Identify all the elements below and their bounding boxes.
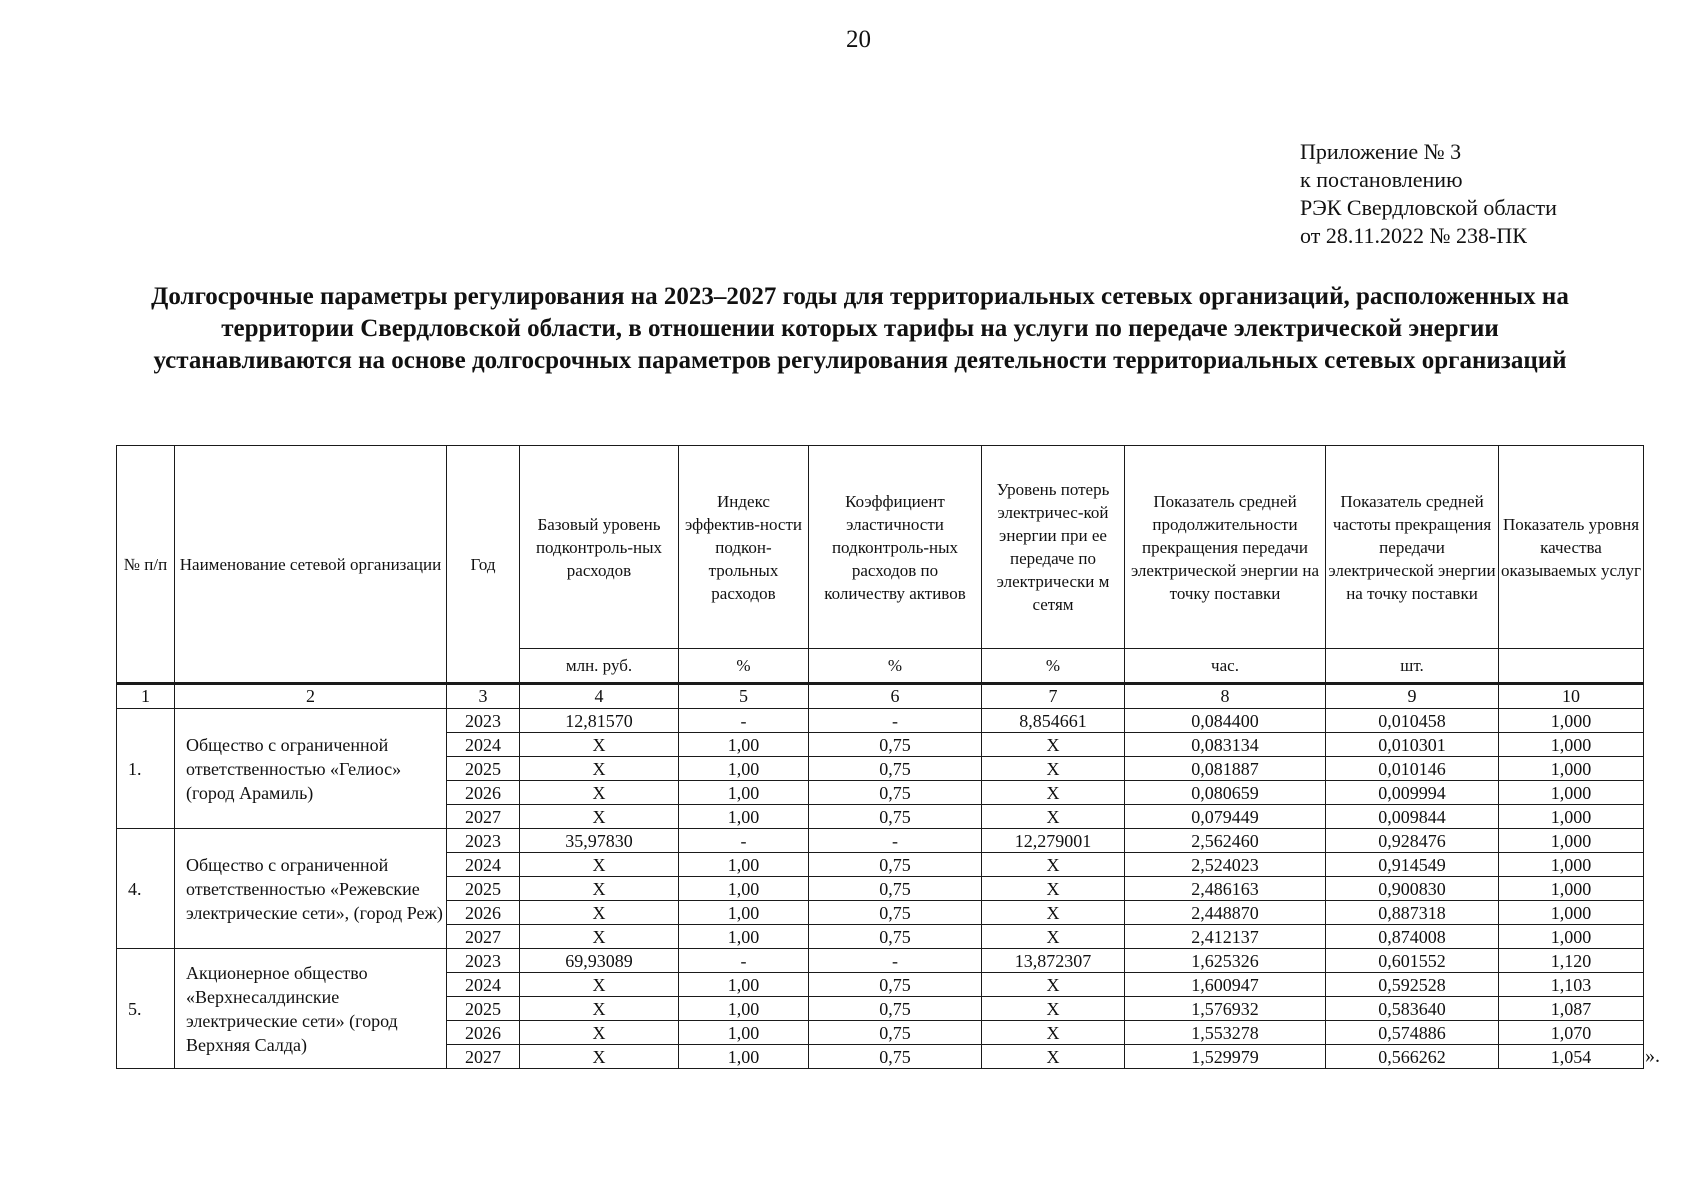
cell-loss: Х <box>982 781 1125 805</box>
cell-coef: 0,75 <box>809 1045 982 1069</box>
cell-quality: 1,120 <box>1499 949 1644 973</box>
cell-loss: Х <box>982 1021 1125 1045</box>
cell-loss: Х <box>982 997 1125 1021</box>
unit-coef: % <box>809 649 982 684</box>
cell-frequency: 0,874008 <box>1326 925 1499 949</box>
cell-frequency: 0,914549 <box>1326 853 1499 877</box>
cell-duration: 2,486163 <box>1125 877 1326 901</box>
cell-loss: Х <box>982 757 1125 781</box>
cell-quality: 1,000 <box>1499 925 1644 949</box>
cell-quality: 1,000 <box>1499 733 1644 757</box>
cell-index: 1,00 <box>679 973 809 997</box>
header-base: Базовый уровень подконтроль-ных расходов <box>520 446 679 649</box>
cell-frequency: 0,009994 <box>1326 781 1499 805</box>
unit-index: % <box>679 649 809 684</box>
cell-frequency: 0,583640 <box>1326 997 1499 1021</box>
org-number: 1. <box>117 709 175 829</box>
cell-duration: 0,084400 <box>1125 709 1326 733</box>
cell-base: Х <box>520 757 679 781</box>
cell-quality: 1,000 <box>1499 805 1644 829</box>
header-org: Наименование сетевой организации <box>175 446 447 684</box>
org-name: Общество с ограниченной ответственностью «Гелиос» (город Арамиль) <box>175 709 447 829</box>
appendix-line: Приложение № 3 <box>1300 139 1462 164</box>
cell-duration: 2,562460 <box>1125 829 1326 853</box>
cell-frequency: 0,009844 <box>1326 805 1499 829</box>
cell-quality: 1,070 <box>1499 1021 1644 1045</box>
cell-quality: 1,087 <box>1499 997 1644 1021</box>
cell-year: 2026 <box>447 901 520 925</box>
cell-coef: 0,75 <box>809 733 982 757</box>
cell-year: 2023 <box>447 709 520 733</box>
document-title: Долгосрочные параметры регулирования на 2023–2027 годы для территориальных сетевых организаций, расположенных на территории Свердловской области, в отношении которых тарифы на услуги по передаче электрической энергии устанавливаются на основе долгосрочных параметров регулирования деятельности территориальных сетевых организаций <box>151 283 1569 374</box>
cell-year: 2023 <box>447 829 520 853</box>
unit-base: млн. руб. <box>520 649 679 684</box>
cell-loss: Х <box>982 925 1125 949</box>
cell-year: 2027 <box>447 1045 520 1069</box>
cell-base: Х <box>520 925 679 949</box>
unit-quality <box>1499 649 1644 684</box>
cell-base: Х <box>520 997 679 1021</box>
cell-base: Х <box>520 853 679 877</box>
cell-index: 1,00 <box>679 901 809 925</box>
column-number-cell: 7 <box>982 684 1125 709</box>
cell-base: Х <box>520 1045 679 1069</box>
cell-duration: 1,576932 <box>1125 997 1326 1021</box>
header-loss: Уровень потерь электричес-кой энергии при ее передаче по электрически м сетям <box>982 446 1125 649</box>
cell-duration: 0,083134 <box>1125 733 1326 757</box>
cell-frequency: 0,566262 <box>1326 1045 1499 1069</box>
unit-frequency: шт. <box>1326 649 1499 684</box>
cell-duration: 0,081887 <box>1125 757 1326 781</box>
cell-coef: - <box>809 829 982 853</box>
cell-frequency: 0,010301 <box>1326 733 1499 757</box>
cell-duration: 2,412137 <box>1125 925 1326 949</box>
cell-coef: 0,75 <box>809 997 982 1021</box>
column-number-cell: 10 <box>1499 684 1644 709</box>
closing-quote: ». <box>1645 1045 1660 1067</box>
cell-year: 2025 <box>447 997 520 1021</box>
cell-base: Х <box>520 1021 679 1045</box>
cell-base: Х <box>520 877 679 901</box>
unit-loss: % <box>982 649 1125 684</box>
header-year: Год <box>447 446 520 684</box>
unit-duration: час. <box>1125 649 1326 684</box>
cell-coef: 0,75 <box>809 805 982 829</box>
header-coef: Коэффициент эластичности подконтроль-ных расходов по количеству активов <box>809 446 982 649</box>
column-numbers-row <box>117 684 1644 709</box>
cell-quality: 1,000 <box>1499 709 1644 733</box>
page-number: 20 <box>846 26 871 53</box>
cell-index: 1,00 <box>679 733 809 757</box>
cell-quality: 1,000 <box>1499 829 1644 853</box>
org-name: Общество с ограниченной ответственностью «Режевские электрические сети», (город Реж) <box>175 829 447 949</box>
cell-coef: 0,75 <box>809 781 982 805</box>
org-name: Акционерное общество «Верхнесалдинские электрические сети» (город Верхняя Салда) <box>175 949 447 1069</box>
cell-coef: - <box>809 709 982 733</box>
cell-base: 12,81570 <box>520 709 679 733</box>
column-number-cell: 4 <box>520 684 679 709</box>
cell-duration: 1,600947 <box>1125 973 1326 997</box>
cell-loss: Х <box>982 805 1125 829</box>
cell-year: 2025 <box>447 877 520 901</box>
cell-frequency: 0,887318 <box>1326 901 1499 925</box>
cell-frequency: 0,010146 <box>1326 757 1499 781</box>
cell-year: 2026 <box>447 1021 520 1045</box>
cell-year: 2025 <box>447 757 520 781</box>
cell-loss: Х <box>982 973 1125 997</box>
table-row <box>117 709 1644 733</box>
table-body <box>117 684 1644 1069</box>
cell-duration: 2,524023 <box>1125 853 1326 877</box>
appendix-line: от 28.11.2022 № 238-ПК <box>1300 223 1527 248</box>
column-number-cell: 9 <box>1326 684 1499 709</box>
cell-duration: 0,080659 <box>1125 781 1326 805</box>
org-number: 4. <box>117 829 175 949</box>
column-number-cell: 5 <box>679 684 809 709</box>
cell-quality: 1,000 <box>1499 901 1644 925</box>
cell-coef: 0,75 <box>809 877 982 901</box>
column-number-cell: 6 <box>809 684 982 709</box>
cell-year: 2024 <box>447 853 520 877</box>
header-num: № п/п <box>117 446 175 684</box>
cell-loss: Х <box>982 877 1125 901</box>
parameters-table <box>116 445 1644 1069</box>
cell-loss: 12,279001 <box>982 829 1125 853</box>
cell-coef: 0,75 <box>809 853 982 877</box>
cell-quality: 1,000 <box>1499 757 1644 781</box>
cell-loss: Х <box>982 853 1125 877</box>
cell-quality: 1,103 <box>1499 973 1644 997</box>
cell-loss: Х <box>982 901 1125 925</box>
cell-index: 1,00 <box>679 853 809 877</box>
appendix-line: к постановлению <box>1300 167 1463 192</box>
header-index: Индекс эффектив-ности подкон-трольных расходов <box>679 446 809 649</box>
cell-base: 69,93089 <box>520 949 679 973</box>
cell-year: 2024 <box>447 733 520 757</box>
cell-duration: 1,529979 <box>1125 1045 1326 1069</box>
cell-coef: 0,75 <box>809 757 982 781</box>
cell-duration: 1,625326 <box>1125 949 1326 973</box>
cell-index: 1,00 <box>679 925 809 949</box>
cell-frequency: 0,592528 <box>1326 973 1499 997</box>
header-duration: Показатель средней продолжительности прекращения передачи электрической энергии на точку поставки <box>1125 446 1326 649</box>
cell-index: - <box>679 829 809 853</box>
cell-loss: Х <box>982 733 1125 757</box>
cell-duration: 1,553278 <box>1125 1021 1326 1045</box>
cell-index: 1,00 <box>679 997 809 1021</box>
cell-coef: 0,75 <box>809 901 982 925</box>
cell-frequency: 0,010458 <box>1326 709 1499 733</box>
cell-index: - <box>679 949 809 973</box>
cell-base: Х <box>520 781 679 805</box>
table-row <box>117 829 1644 853</box>
header-frequency: Показатель средней частоты прекращения передачи электрической энергии на точку поставки <box>1326 446 1499 649</box>
cell-frequency: 0,900830 <box>1326 877 1499 901</box>
cell-year: 2027 <box>447 805 520 829</box>
cell-year: 2026 <box>447 781 520 805</box>
cell-base: Х <box>520 805 679 829</box>
column-number-cell: 8 <box>1125 684 1326 709</box>
table-header-row <box>117 446 1644 649</box>
org-number: 5. <box>117 949 175 1069</box>
cell-index: 1,00 <box>679 781 809 805</box>
cell-coef: - <box>809 949 982 973</box>
column-number-cell: 1 <box>117 684 175 709</box>
cell-index: 1,00 <box>679 1021 809 1045</box>
cell-year: 2027 <box>447 925 520 949</box>
cell-index: - <box>679 709 809 733</box>
cell-year: 2024 <box>447 973 520 997</box>
cell-quality: 1,054 <box>1499 1045 1644 1069</box>
cell-base: Х <box>520 901 679 925</box>
cell-base: Х <box>520 973 679 997</box>
cell-duration: 0,079449 <box>1125 805 1326 829</box>
cell-quality: 1,000 <box>1499 781 1644 805</box>
cell-quality: 1,000 <box>1499 853 1644 877</box>
cell-loss: 8,854661 <box>982 709 1125 733</box>
cell-frequency: 0,928476 <box>1326 829 1499 853</box>
appendix-line: РЭК Свердловской области <box>1300 195 1557 220</box>
cell-duration: 2,448870 <box>1125 901 1326 925</box>
cell-index: 1,00 <box>679 757 809 781</box>
cell-frequency: 0,574886 <box>1326 1021 1499 1045</box>
cell-coef: 0,75 <box>809 925 982 949</box>
column-number-cell: 3 <box>447 684 520 709</box>
cell-loss: 13,872307 <box>982 949 1125 973</box>
cell-frequency: 0,601552 <box>1326 949 1499 973</box>
column-number-cell: 2 <box>175 684 447 709</box>
cell-coef: 0,75 <box>809 973 982 997</box>
cell-coef: 0,75 <box>809 1021 982 1045</box>
cell-index: 1,00 <box>679 805 809 829</box>
cell-quality: 1,000 <box>1499 877 1644 901</box>
cell-index: 1,00 <box>679 1045 809 1069</box>
cell-base: 35,97830 <box>520 829 679 853</box>
cell-loss: Х <box>982 1045 1125 1069</box>
cell-year: 2023 <box>447 949 520 973</box>
cell-base: Х <box>520 733 679 757</box>
table-row <box>117 949 1644 973</box>
header-quality: Показатель уровня качества оказываемых услуг <box>1499 446 1644 649</box>
cell-index: 1,00 <box>679 877 809 901</box>
appendix-block <box>1300 138 1557 250</box>
